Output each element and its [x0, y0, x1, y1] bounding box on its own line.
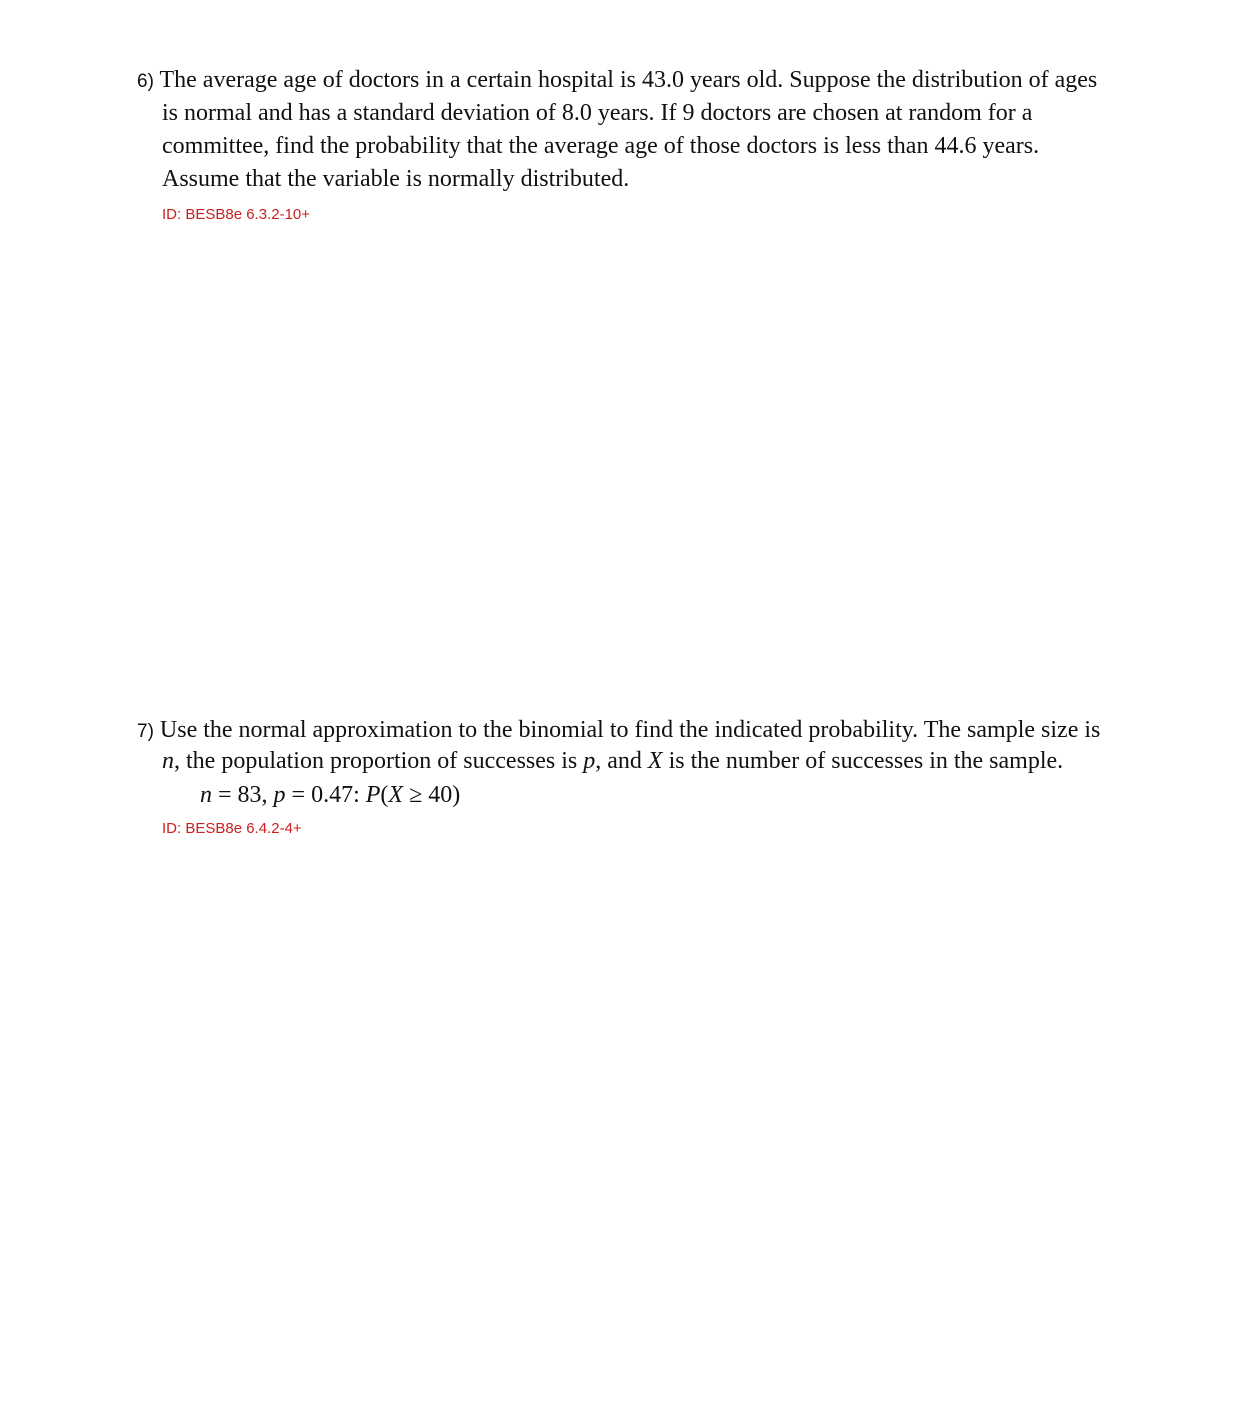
problem-7-first-line: [137, 714, 1100, 748]
problem-text-line: Assume that the variable is normally distributed.: [162, 166, 630, 192]
problem-id: ID: BESB8e 6.4.2-4+: [162, 820, 302, 837]
problem-text-line: The average age of doctors in a certain hospital is 43.0 years old. Suppose the distribution of ages: [159, 67, 1098, 93]
text-fragment: = 83,: [212, 782, 274, 808]
variable-n: n: [200, 782, 212, 808]
problem-text-line: [162, 745, 1063, 778]
text-fragment: = 0.47:: [285, 782, 366, 808]
problem-number: 6): [137, 71, 154, 92]
text-fragment: , the population proportion of successes is: [174, 748, 584, 774]
problem-text-line: Use the normal approximation to the binomial to find the indicated probability. The sample size is: [159, 717, 1101, 743]
variable-x: X: [647, 748, 663, 774]
problem-formula: [200, 779, 460, 812]
function-p: P: [365, 782, 381, 808]
text-fragment: is the number of successes in the sample.: [662, 748, 1064, 774]
text-fragment: ≥ 40): [403, 782, 461, 808]
problem-id: ID: BESB8e 6.3.2-10+: [162, 206, 311, 223]
text-fragment: , and: [595, 748, 648, 774]
variable-p: p: [583, 748, 596, 774]
problem-text-line: is normal and has a standard deviation of 8.0 years. If 9 doctors are chosen at random for a: [162, 100, 1033, 126]
variable-x: X: [388, 782, 404, 808]
text-fragment: (: [380, 782, 389, 808]
variable-n: n: [162, 748, 174, 774]
variable-p: p: [273, 782, 286, 808]
problem-text-line: committee, find the probability that the average age of those doctors is less than 44.6 years.: [162, 133, 1040, 159]
problem-number: 7): [137, 721, 154, 742]
problem-6-first-line: [137, 64, 1097, 98]
